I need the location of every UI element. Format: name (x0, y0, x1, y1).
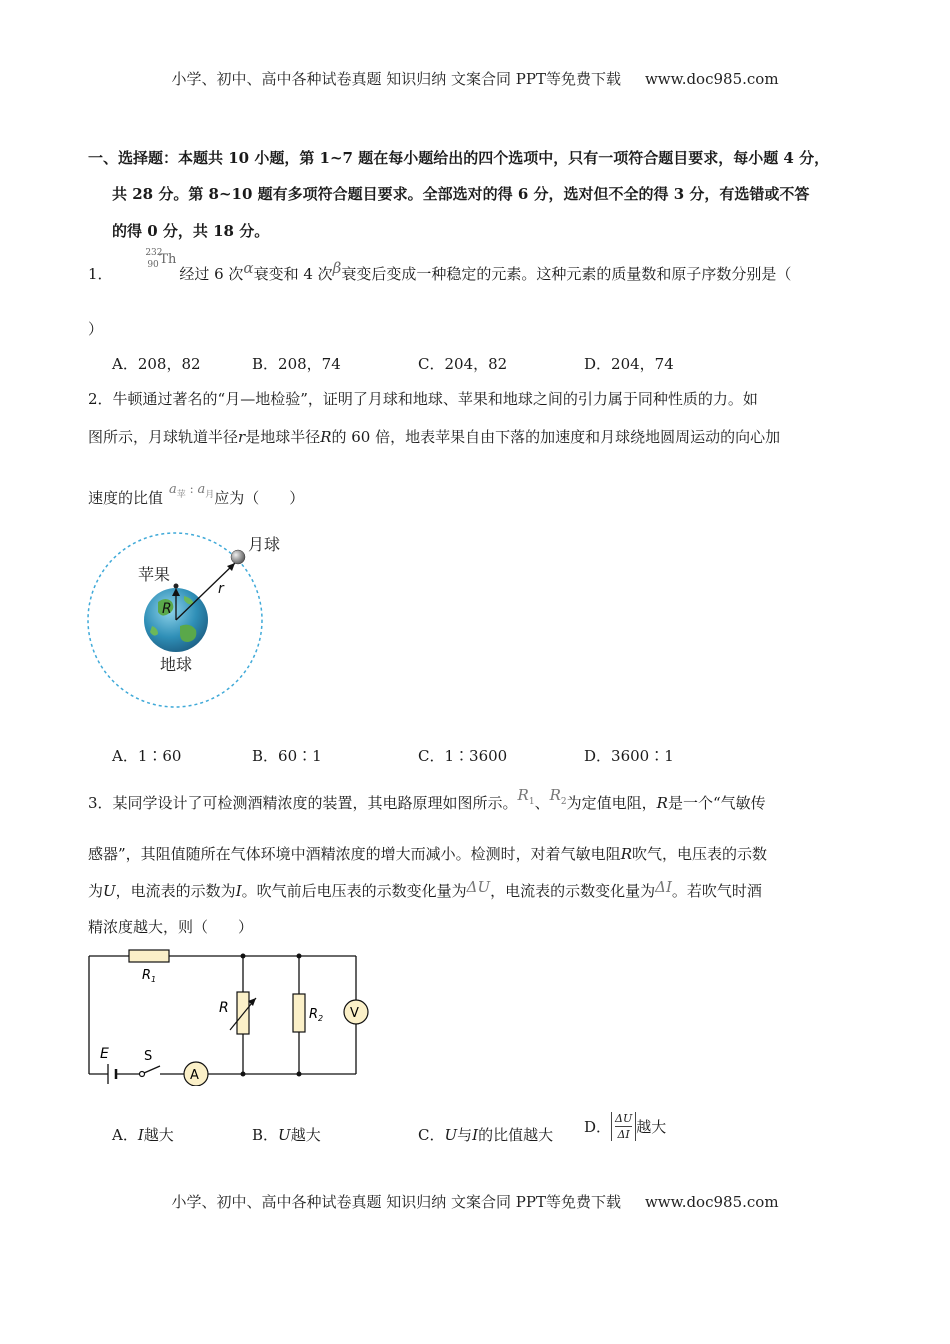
q3-R: R (656, 794, 668, 812)
q1-option-a[interactable]: A．208，82 (112, 355, 201, 373)
page-footer (0, 1191, 950, 1212)
q1-beta: β (332, 259, 342, 277)
r2-label: $R_2$ (309, 1007, 324, 1023)
footer-text: 小学、初中、高中各种试卷真题 知识归纳 文案合同 PPT等免费下载 (171, 1193, 621, 1211)
q3-sep: 、 (534, 794, 550, 812)
q3-c-prefix: C． (418, 1126, 445, 1144)
q2-r: r (238, 428, 246, 446)
q2-ratio-b: a (197, 482, 206, 497)
header-text: 小学、初中、高中各种试卷真题 知识归纳 文案合同 PPT等免费下载 (171, 70, 621, 88)
r1-label: $R_1$ (142, 968, 157, 984)
emf-label: E (100, 1046, 109, 1062)
q3-a-prefix: A． (112, 1126, 138, 1144)
q3-R-2: R (620, 845, 632, 863)
q2-ratio-b-sub: 月 (205, 490, 215, 500)
q3-line3-b: ，电流表的示数为 (115, 882, 236, 900)
apple-icon (174, 584, 179, 589)
switch-icon (140, 1072, 145, 1077)
apple-label: 苹果 (138, 565, 171, 584)
q3-option-b[interactable] (252, 1124, 321, 1145)
q1-option-b[interactable]: B．208，74 (252, 355, 341, 373)
moon-icon (231, 550, 245, 564)
q3-line1-c: 是一个“气敏传 (667, 794, 766, 812)
q2-option-b[interactable]: B．60∶1 (252, 747, 322, 765)
q3-c-mid: 与 (457, 1126, 473, 1144)
q3-dU: ΔU (466, 878, 491, 896)
q1-atomic-number: 90 (147, 260, 159, 270)
moon-label: 月球 (248, 535, 281, 554)
q3-line3-e: 。若吹气时酒 (671, 882, 762, 900)
q2-ratio-a: a (169, 482, 177, 497)
q3-r2-sub: 2 (560, 797, 567, 807)
q2-option-c[interactable]: C．1∶3600 (418, 747, 508, 765)
q3-line2-b: 吹气，电压表的示数 (631, 845, 767, 863)
q2-R: R (320, 428, 332, 446)
resistor-r2 (293, 994, 305, 1032)
q2-line2-b: 是地球半径 (245, 428, 321, 446)
q3-d-denominator: ΔI (617, 1128, 630, 1141)
q2-line3-a: 速度的比值 (88, 489, 164, 507)
q3-option-a[interactable] (112, 1124, 174, 1145)
q3-c-var2: I (472, 1126, 479, 1144)
q1-mass-number: 232 (145, 248, 163, 258)
q1-nuclide (117, 248, 179, 278)
q3-a-text: 越大 (143, 1126, 174, 1144)
earth-label: 地球 (160, 655, 193, 674)
q1-text-b: 衰变和 4 次 (253, 265, 333, 283)
r-sensor-label: R (219, 1000, 229, 1016)
q3-line3-a: 为 (88, 882, 104, 900)
q3-r1-letter: R (517, 786, 529, 804)
q3-line3-d: ，电流表的示数变化量为 (490, 882, 656, 900)
q3-d-prefix: D． (584, 1118, 612, 1136)
q2-option-a[interactable]: A．1∶60 (112, 747, 182, 765)
section-line-3: 的得 0 分，共 18 分。 (112, 222, 270, 240)
q3-c-var1: U (444, 1126, 458, 1144)
q3-I: I (235, 882, 242, 900)
gas-sensor-resistor (237, 992, 249, 1034)
q3-r1 (517, 786, 535, 807)
earth-moon-diagram (80, 530, 290, 720)
q2-line2-a: 图所示，月球轨道半径 (88, 428, 239, 446)
q2-ratio-a-sub: 苹 (176, 490, 186, 500)
q3-r2 (549, 786, 567, 807)
q3-line-3 (88, 880, 762, 901)
q1-number: 1． (88, 265, 113, 283)
q2-option-d[interactable]: D．3600∶1 (584, 747, 674, 765)
page-header (0, 68, 950, 89)
q2-line3-b: 应为（ ） (214, 489, 305, 507)
q3-b-var: U (278, 1126, 291, 1144)
q3-dI: ΔI (655, 878, 672, 896)
q3-line-4: 精浓度越大，则（ ） (88, 918, 254, 936)
header-site-link[interactable]: www.doc985.com (644, 70, 779, 88)
q1-option-d[interactable]: D．204，74 (584, 355, 674, 373)
R-label: R (162, 601, 172, 617)
q3-a-var: I (137, 1126, 144, 1144)
q3-d-fraction (611, 1112, 636, 1141)
q3-line1-a: 3．某同学设计了可检测酒精浓度的装置，其电路原理如图所示。 (88, 794, 518, 812)
q3-r2-letter: R (549, 786, 561, 804)
resistor-r1 (129, 950, 169, 962)
q3-d-text: 越大 (636, 1118, 667, 1136)
q3-line-1 (88, 786, 766, 815)
q1-close-paren: ） (88, 320, 104, 338)
q2-ratio-colon: : (185, 482, 198, 496)
q2-line-2 (88, 426, 780, 447)
ammeter-label: A (190, 1068, 199, 1083)
q3-r1-sub: 1 (528, 797, 535, 807)
q3-line3-c: 。吹气前后电压表的示数变化量为 (241, 882, 467, 900)
q2-line2-c: 的 60 倍，地表苹果自由下落的加速度和月球绕地圆周运动的向心加 (331, 428, 781, 446)
q3-U: U (103, 882, 116, 900)
q3-line2-a: 感器”，其阻值随所在气体环境中酒精浓度的增大而减小。检测时，对着气敏电阻 (88, 845, 621, 863)
q3-b-text: 越大 (290, 1126, 321, 1144)
q3-option-c[interactable] (418, 1124, 553, 1145)
q3-option-d[interactable] (584, 1112, 666, 1141)
q3-line-2 (88, 843, 767, 864)
q3-line1-b: 为定值电阻， (566, 794, 657, 812)
q1-text-c: 衰变后变成一种稳定的元素。这种元素的质量数和原子序数分别是（ (341, 265, 792, 283)
q1-text-a: 经过 6 次 (179, 265, 244, 283)
q3-c-text: 的比值越大 (478, 1126, 554, 1144)
section-line-1: 一、选择题：本题共 10 小题，第 1~7 题在每小题给出的四个选项中，只有一项符合题目要求，每小题 4 分， (88, 149, 830, 167)
q3-b-prefix: B． (252, 1126, 279, 1144)
q1-alpha: α (243, 259, 254, 277)
footer-site-link[interactable]: www.doc985.com (644, 1193, 779, 1211)
circuit-diagram (84, 946, 369, 1086)
section-line-2: 共 28 分。第 8~10 题有多项符合题目要求。全部选对的得 6 分，选对但不全的得 3 分，有选错或不答 (112, 185, 810, 203)
r-label: r (218, 581, 224, 597)
q2-line-3 (88, 482, 305, 510)
q3-d-numerator: ΔU (615, 1112, 633, 1125)
q1-option-c[interactable]: C．204，82 (418, 355, 508, 373)
q2-ratio (163, 479, 215, 500)
switch-label: S (144, 1049, 153, 1064)
q1-symbol: Th (159, 252, 177, 267)
question-1 (88, 248, 792, 288)
voltmeter-label: V (350, 1006, 359, 1021)
q2-line-1: 2．牛顿通过著名的“月—地检验”，证明了月球和地球、苹果和地球之间的引力属于同种性质的力。如 (88, 390, 758, 408)
